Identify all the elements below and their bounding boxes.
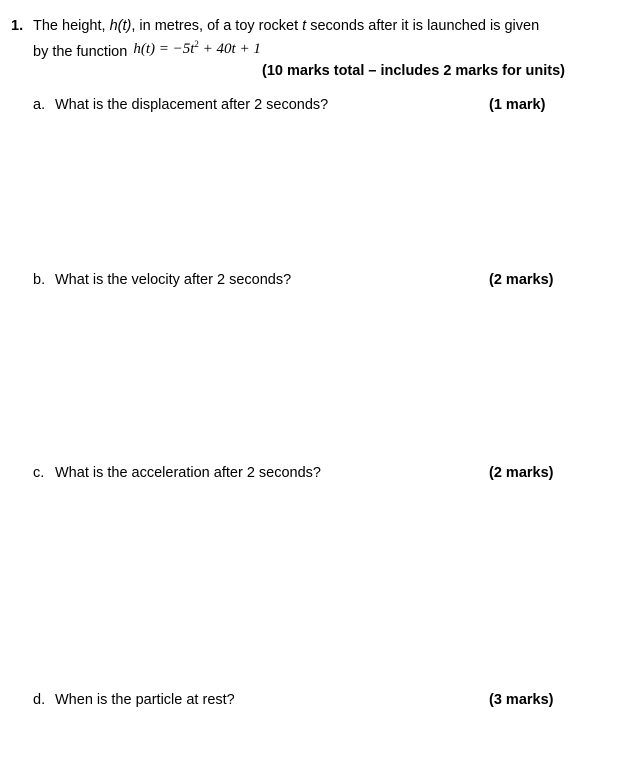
- part-b-marks: (2 marks): [489, 272, 554, 288]
- part-c-text: What is the acceleration after 2 seconds?: [55, 465, 321, 481]
- part-c: [33, 465, 353, 485]
- formula-rhs: + 40t + 1: [198, 41, 261, 57]
- intro-text-b: , in metres, of a toy rocket: [131, 18, 303, 34]
- intro-text-a: The height,: [33, 18, 110, 34]
- intro-variable-t: t: [302, 18, 307, 34]
- part-a-marks: (1 mark): [489, 97, 546, 113]
- height-formula: [133, 41, 261, 57]
- intro-function-name: h(t): [109, 18, 132, 34]
- formula-exponent: 2: [194, 39, 199, 49]
- part-a-text: What is the displacement after 2 seconds?: [55, 97, 329, 113]
- part-a: [33, 97, 353, 117]
- part-d-letter: d.: [33, 692, 46, 708]
- formula-lhs: h(t) = −5t: [133, 41, 195, 57]
- question-intro-line-2: [33, 39, 261, 61]
- intro-text-c: seconds after it is launched is given: [306, 18, 540, 34]
- question-number: 1.: [11, 18, 24, 34]
- part-b-letter: b.: [33, 272, 46, 288]
- part-c-marks: (2 marks): [489, 465, 554, 481]
- part-d: [33, 692, 353, 712]
- question-intro-line-1: [33, 18, 539, 34]
- part-d-text: When is the particle at rest?: [55, 692, 235, 708]
- total-marks: (10 marks total – includes 2 marks for units): [262, 63, 565, 79]
- part-c-letter: c.: [33, 465, 45, 481]
- part-b-text: What is the velocity after 2 seconds?: [55, 272, 292, 288]
- part-b: [33, 272, 353, 292]
- intro-text-function-label: by the function: [33, 44, 128, 60]
- part-a-letter: a.: [33, 97, 46, 113]
- part-d-marks: (3 marks): [489, 692, 554, 708]
